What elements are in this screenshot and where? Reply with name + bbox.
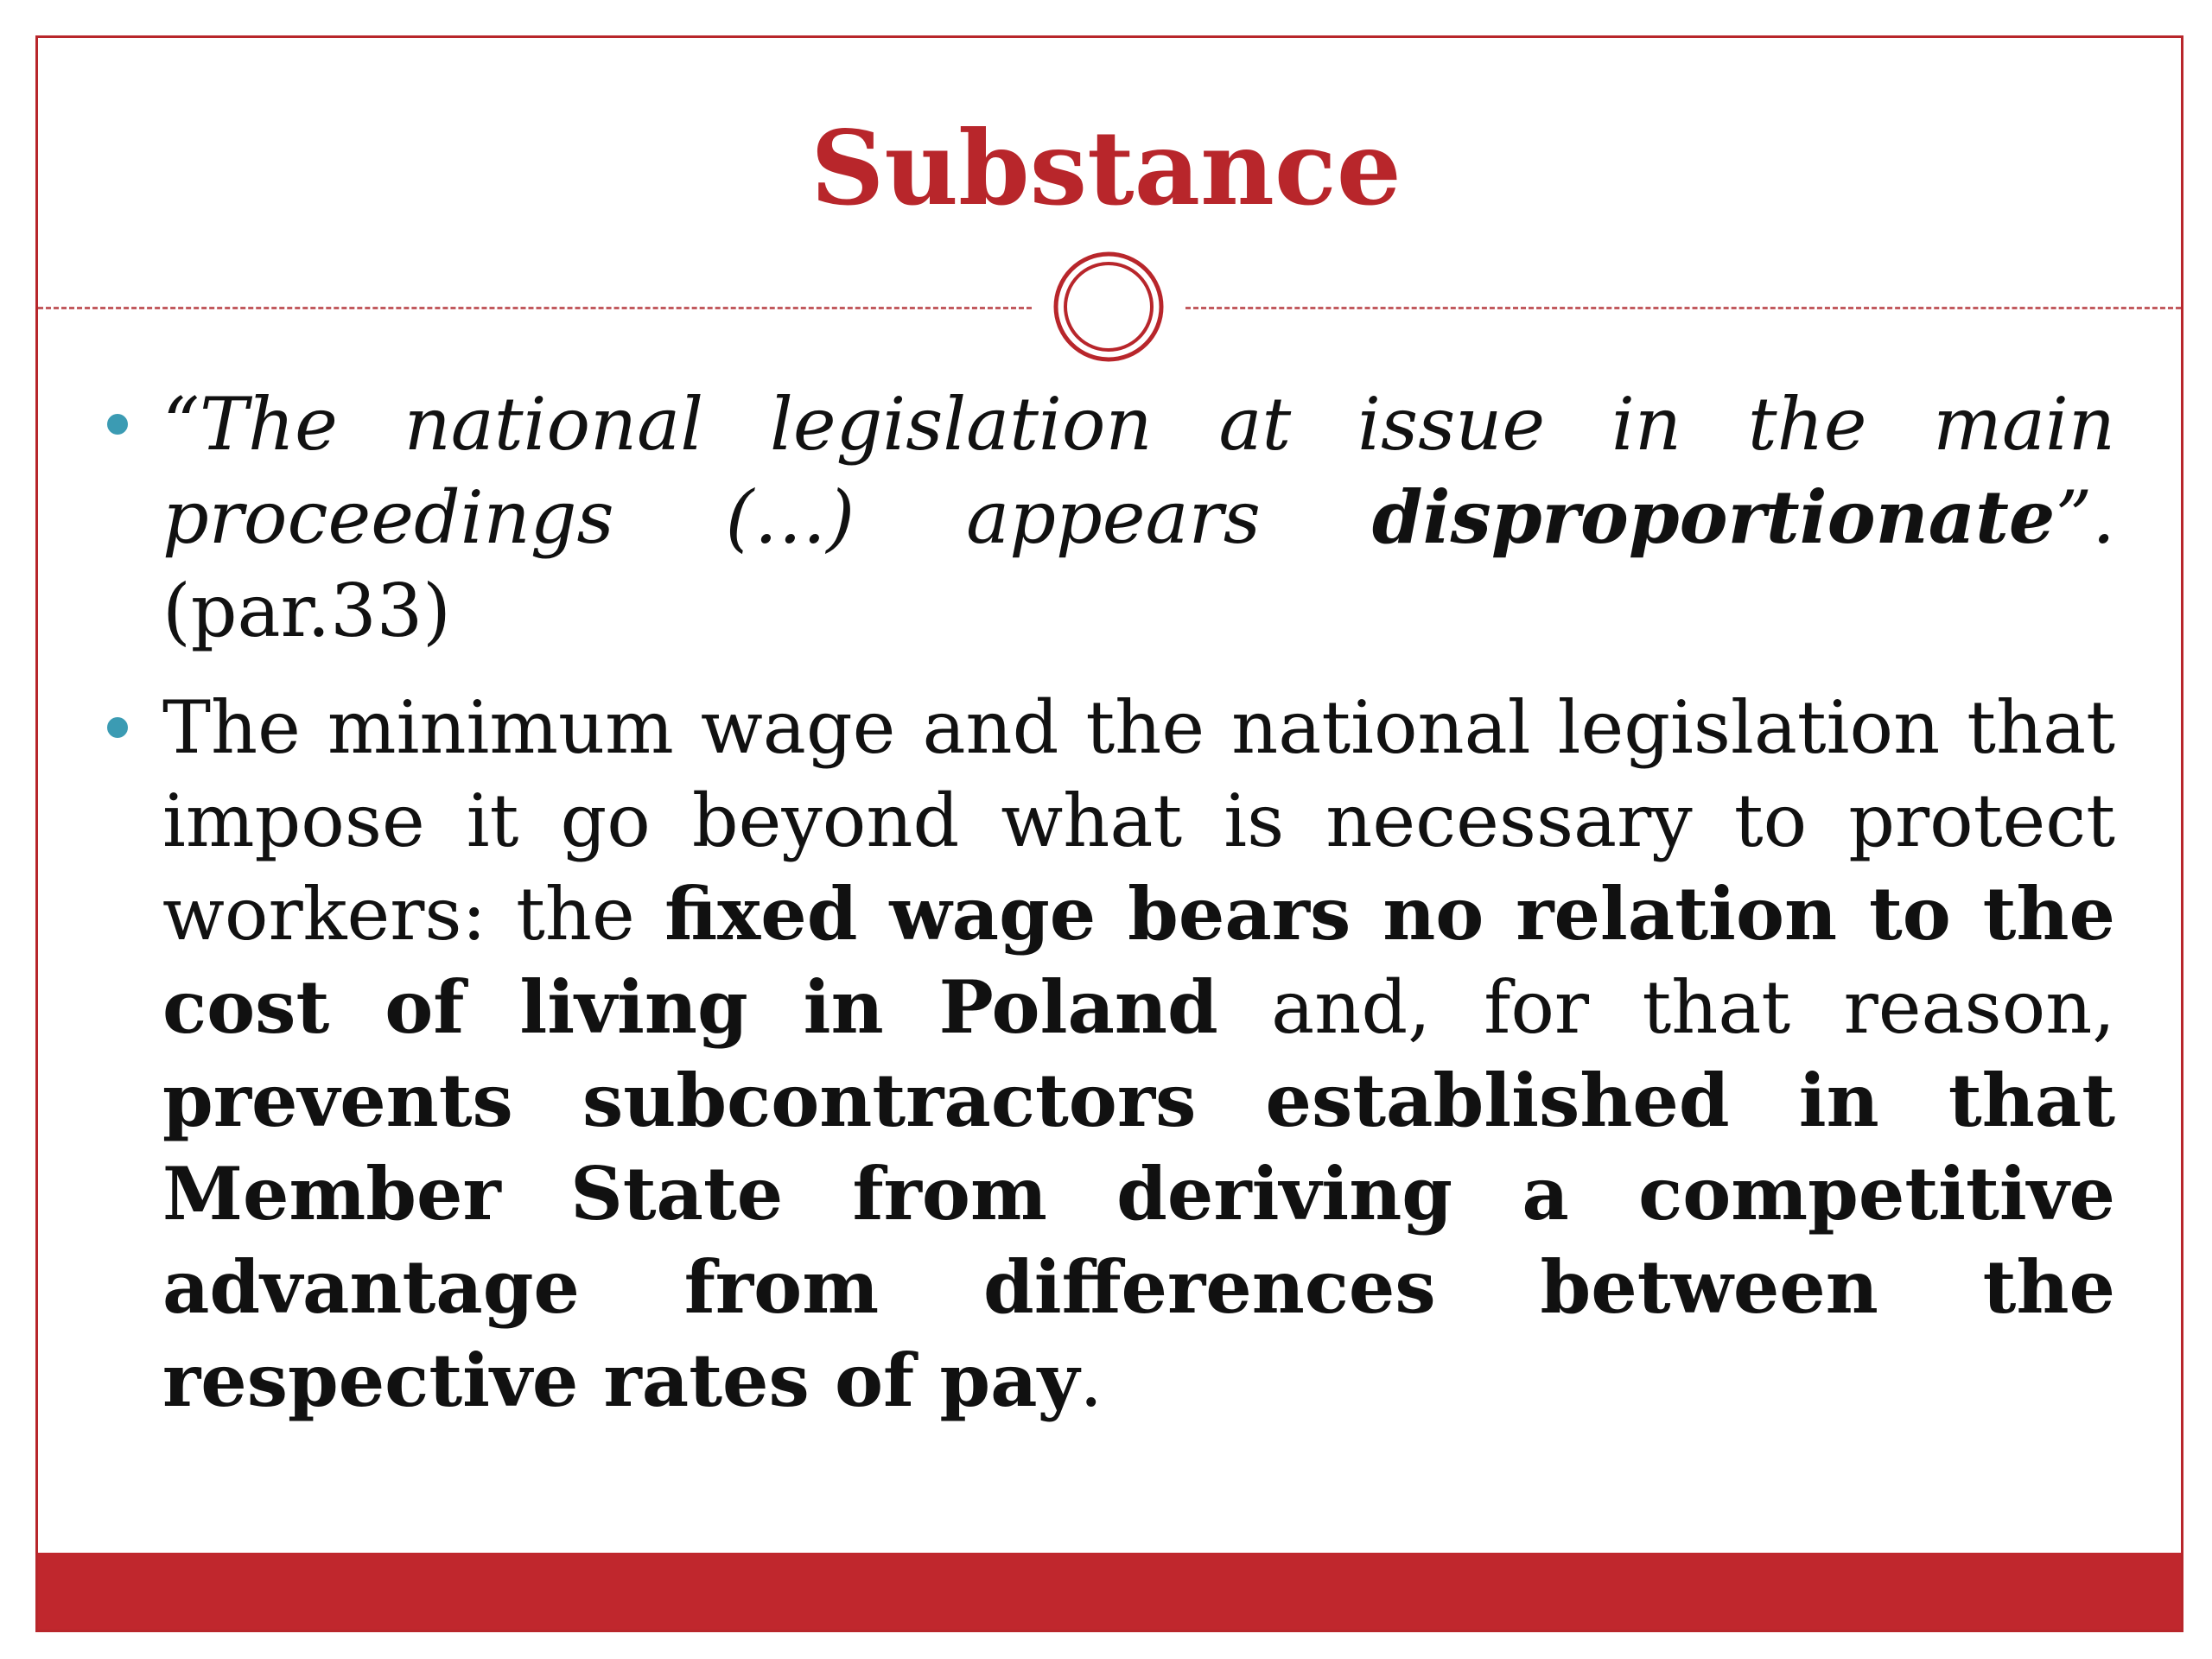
bullet-item-quote (162, 378, 2115, 658)
bottom-accent-bar (38, 1553, 2181, 1630)
explanation-text-2: and, for that reason, (1217, 965, 2116, 1050)
quote-emphasis: disproportionate (1371, 474, 2056, 560)
bullet-dot (107, 717, 128, 738)
explanation-emphasis-1: fixed wage bears no relation to the cost of living in Poland (162, 871, 2115, 1050)
slide-title: Substance (810, 108, 1402, 228)
explanation-text-1: The minimum wage and the national legislation that impose it go beyond what is necessary to protect workers: the (162, 685, 2115, 957)
explanation-text-3: . (1079, 1338, 1103, 1423)
bullet-item-explanation (162, 681, 2115, 1427)
bullet-dot (107, 414, 128, 435)
paragraph-reference: (par.33) (162, 569, 451, 653)
quote-close: ”. (2055, 475, 2115, 560)
explanation-emphasis-2: prevents subcontractors established in that Member State from deriving a competitive advantage from differences between the respective rates of pay (162, 1058, 2115, 1423)
quote-text: “The national legislation at issue in the main proceedings (…) appears (162, 382, 2115, 560)
